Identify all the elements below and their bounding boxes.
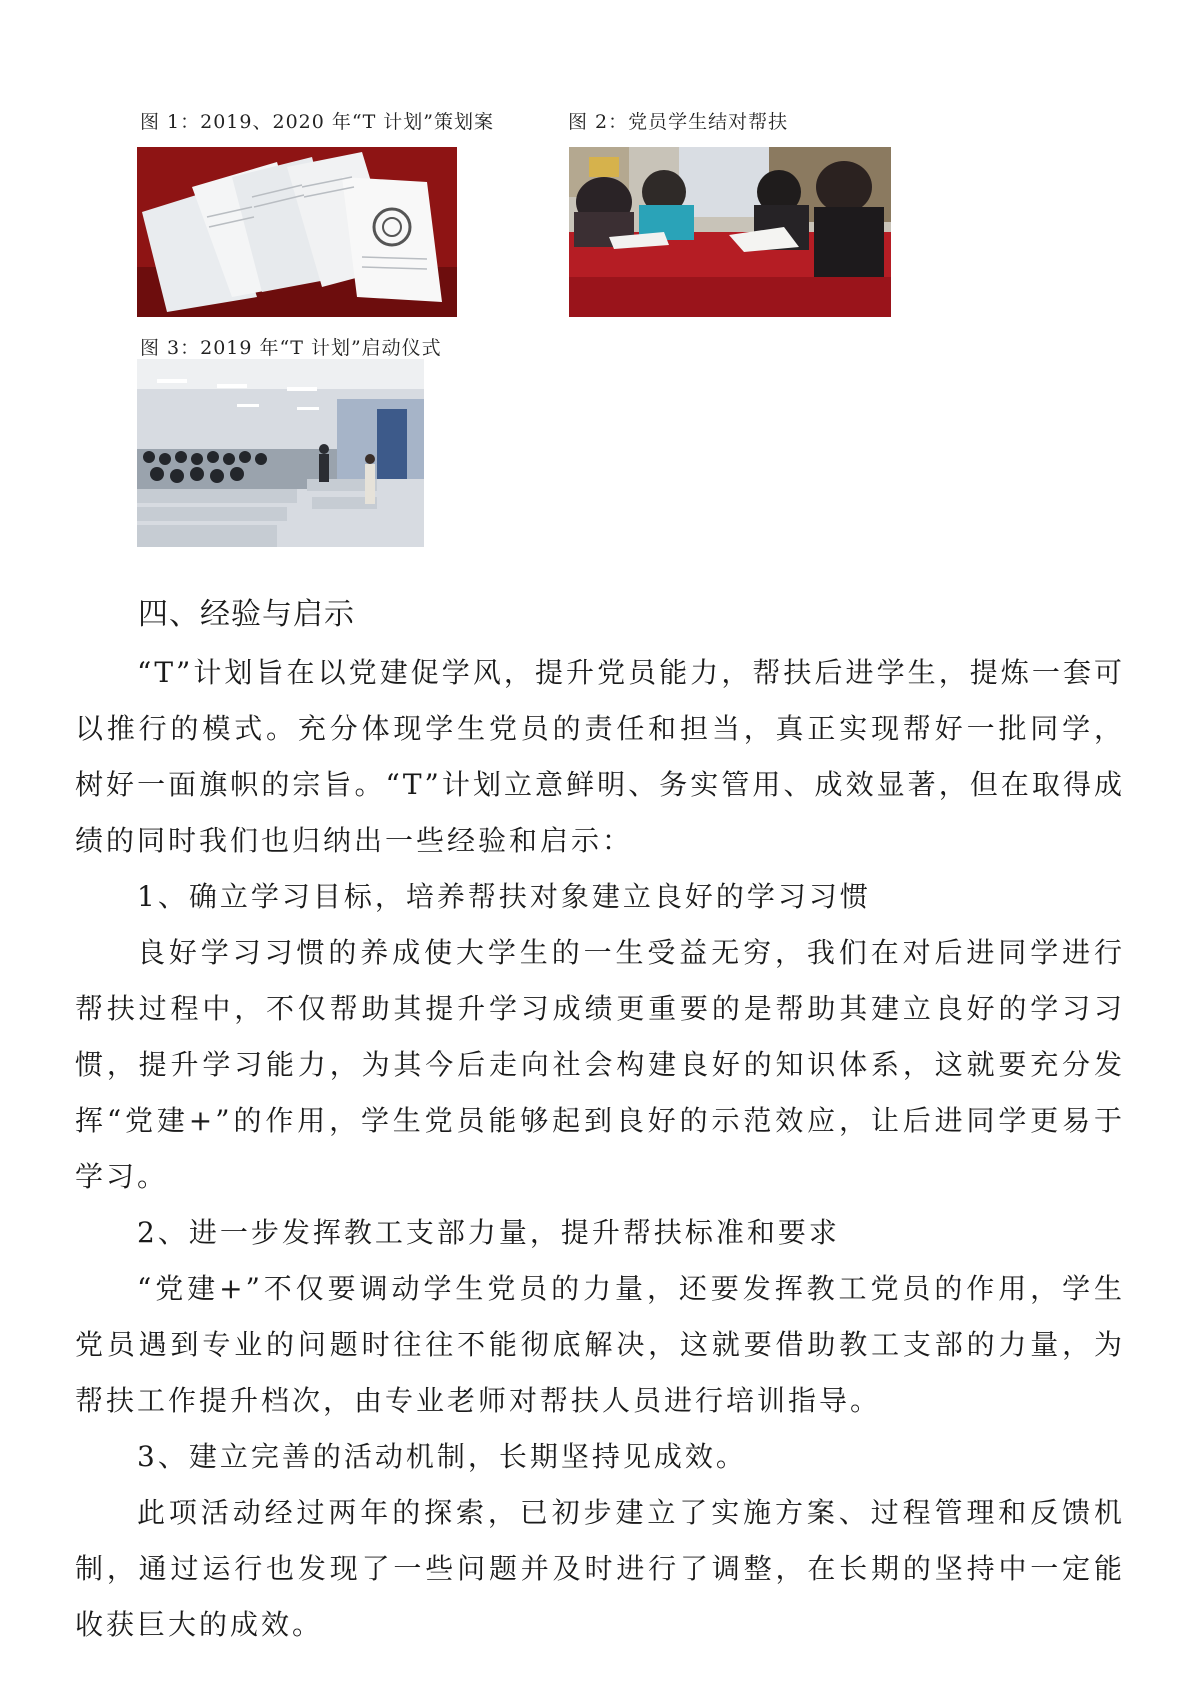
students-studying-photo xyxy=(569,147,891,317)
item-3-text: 此项活动经过两年的探索，已初步建立了实施方案、过程管理和反馈机制，通过运行也发现了一些问题并及时进行了调整，在长期的坚持中一定能收获巨大的成效。 xyxy=(75,1496,1125,1641)
intro-paragraph: “T”计划旨在以党建促学风，提升党员能力，帮扶后进学生，提炼一套可以推行的模式。充分体现学生党员的责任和担当，真正实现帮好一批同学，树好一面旗帜的宗旨。“T”计划立意鲜明、务实管用、成效显著，但在取得成绩的同时我们也归纳出一些经验和启示： xyxy=(75,656,1125,857)
planning-documents-photo xyxy=(137,147,457,317)
section-heading: 四、经验与启示 xyxy=(138,597,355,632)
item-1-title: 1、确立学习目标，培养帮扶对象建立良好的学习习惯 xyxy=(137,880,871,913)
item-3-title: 3、建立完善的活动机制，长期坚持见成效。 xyxy=(137,1440,747,1473)
item-2-text: “党建+”不仅要调动学生党员的力量，还要发挥教工党员的作用，学生党员遇到专业的问题时往往不能彻底解决，这就要借助教工支部的力量，为帮扶工作提升档次，由专业老师对帮扶人员进行培训指导。 xyxy=(75,1272,1125,1417)
item-2-title: 2、进一步发挥教工支部力量，提升帮扶标准和要求 xyxy=(137,1216,840,1249)
figure-1-caption: 图 1：2019、2020 年“T 计划”策划案 xyxy=(140,111,495,133)
figure-2-caption: 图 2：党员学生结对帮扶 xyxy=(568,111,789,133)
lecture-hall-ceremony-photo xyxy=(137,359,424,547)
figure-3-caption: 图 3：2019 年“T 计划”启动仪式 xyxy=(140,337,442,359)
item-1-text: 良好学习习惯的养成使大学生的一生受益无穷，我们在对后进同学进行帮扶过程中，不仅帮助其提升学习成绩更重要的是帮助其建立良好的学习习惯，提升学习能力，为其今后走向社会构建良好的知识体系，这就要充分发挥“党建+”的作用，学生党员能够起到良好的示范效应，让后进同学更易于学习。 xyxy=(75,936,1125,1193)
